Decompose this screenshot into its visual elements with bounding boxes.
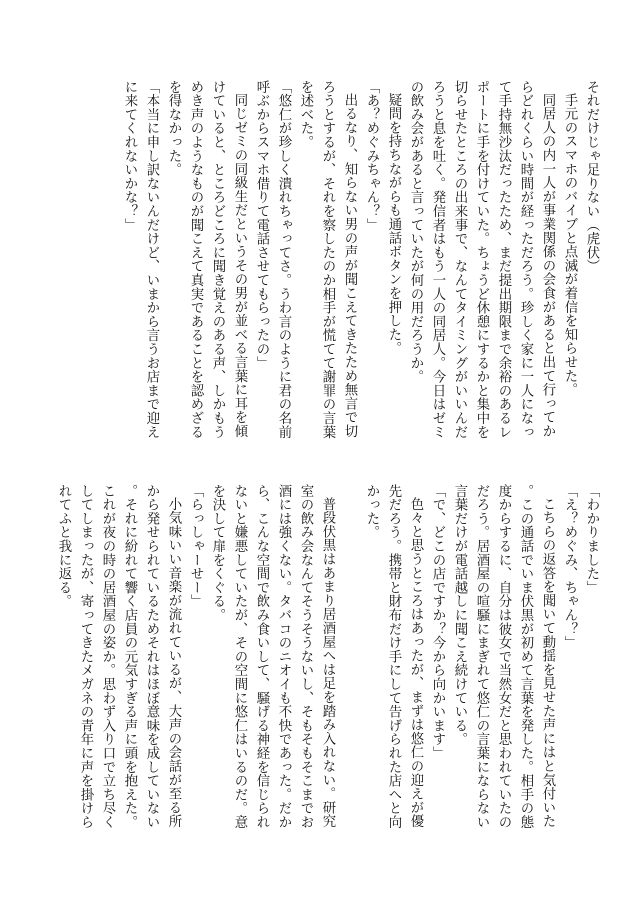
lower-paragraph-4: 色々と思うところはあったが、まずは悠仁の迎えが優先だろう。携帯と財布だけ手にして告げられた店へと向かった。 <box>364 484 423 829</box>
lower-paragraph-3: 「で、どこの店ですか？今から向かいます」 <box>430 484 445 760</box>
lower-paragraph-8: 小気味いい音楽が流れているが、大声の会話が至る所から発せられているためそれはほぼ意味を成していない。それに紛れて響く店員の元気すぎる声に頭を抱えた。これが夜の時の居酒屋の姿か。思わず入り口で立ち尽くしてしまったが、寄ってきたメガネの青年に声を掛けられてふと我に返る。 <box>56 484 181 829</box>
lower-paragraph-1: 「え？めぐみ、ちゃん？」 <box>562 484 577 650</box>
upper-paragraph-5: 「悠仁が珍しく潰れちゃってさ。うわ言のように君の名前呼ぶからスマホ借りて電話させてもらったの」 <box>254 80 291 439</box>
lower-paragraph-5 <box>338 484 360 840</box>
lower-paragraphs <box>52 484 602 840</box>
upper-paragraphs <box>118 80 580 440</box>
upper-paragraph-2: 疑問を持ちながらも通話ボタンを押した。 <box>386 93 401 356</box>
upper-text-block <box>42 80 602 440</box>
lower-paragraph-0: 「わかりました」 <box>584 484 599 595</box>
lower-paragraph-6: 普段伏黒はあまり居酒屋へは足を踏み入れない。研究室の飲み会なんてそうそうないし、そもそもそこまでお酒には強くない。タバコのニオイも不快であった。だから、こんな空間で飲み食いして、騒げる神経を信じられないと嫌悪していたが、その空間に悠仁はいるのだ。意を決して扉をくぐる。 <box>210 484 335 829</box>
upper-paragraph-1: 同居人の内一人が事業関係の会食があると出て行ってからどれくらい時間が経っただろう。珍しく家に一人になって手持無沙汰だったため、まだ提出期限まで余裕のあるレポートに手を付けていた。ちょうど休憩にするかと集中を切らせたところの出来事で、なんてタイミングがいいんだろうと息を吐く。発信者はもう一人の同居人。今日はゼミの飲み会があると言っていたが何の用だろうか。 <box>408 80 555 439</box>
upper-paragraph-0: 手元のスマホのバイブと点滅が着信を知らせた。 <box>562 93 577 397</box>
lower-paragraph-2: こちらの返答を聞いて動揺を見せた声にはと気付いた。この通話でいま伏黒が初めて言葉を発した。相手の態度からするに、自分は彼女で当然女だと思われていたのだろう。居酒屋の喧騒にまぎれて悠仁の言葉にならない言葉だけが電話越しに聞こえ続けている。 <box>452 484 555 829</box>
lower-text-block <box>56 484 602 840</box>
upper-paragraph-7: 「本当に申し訳ないんだけど、いまから言うお店まで迎えに来てくれないかな？」 <box>122 80 159 439</box>
story-title: それだけじゃ足りない（虎伏） <box>584 80 599 274</box>
upper-paragraph-3: 「あ？めぐみちゃん？」 <box>364 80 379 232</box>
lower-paragraph-7: 「らっしゃーせー」 <box>188 484 203 609</box>
upper-paragraph-6: 同じゼミの同級生だというその男が並べる言葉に耳を傾けていると、ところどころに聞き覚えのある声、しかもうめき声のようなものが聞こえて真実であることを認めざるを得なかった。 <box>166 80 247 439</box>
upper-paragraph-4: 出るなり、知らない男の声が聞こえてきたため無言で切ろうとするが、それを察したのか相手が慌てて謝罪の言葉を述べた。 <box>298 80 357 439</box>
